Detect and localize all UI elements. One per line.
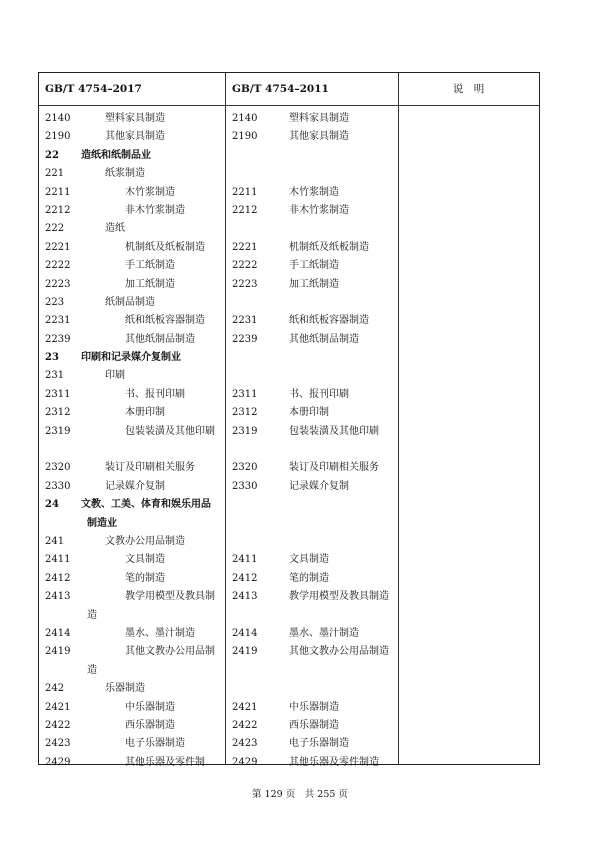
table-row [39, 331, 539, 349]
code-2017: 2320 [45, 462, 71, 474]
table-row [39, 533, 539, 551]
name-2017: 中乐器制造 [125, 701, 175, 713]
code-2017: 2411 [45, 554, 71, 566]
name-2017: 乐器制造 [105, 683, 145, 695]
name-2017: 纸制品制造 [105, 296, 155, 308]
code-2017: 242 [45, 683, 65, 695]
footer-text-mid: 页 共 [285, 789, 315, 800]
code-2011: 2429 [232, 756, 258, 768]
code-2011: 2412 [232, 572, 258, 584]
name-2011: 装订及印刷相关服务 [289, 462, 379, 474]
code-2017: 2211 [45, 186, 71, 198]
name-2017: 记录媒介复制 [105, 480, 165, 492]
total-pages: 255 [317, 789, 336, 800]
name-2017: 文教办公用品制造 [105, 536, 185, 548]
table-row [39, 239, 539, 257]
table-row [39, 735, 539, 753]
code-2011: 2423 [232, 738, 258, 750]
name-2017: 墨水、墨汁制造 [125, 627, 195, 639]
table-row [39, 184, 539, 202]
code-2017: 241 [45, 536, 65, 548]
table-row [39, 128, 539, 146]
table-row [39, 367, 539, 385]
code-2017: 2231 [45, 315, 71, 327]
name-2017: 印刷和记录媒介复制业 [81, 352, 181, 364]
code-2011: 2414 [232, 627, 258, 639]
name-2011: 其他文教办公用品制造 [289, 646, 389, 658]
name-2017: 其他纸制品制造 [125, 333, 195, 345]
table-row [39, 643, 539, 680]
code-2011: 2413 [232, 591, 258, 603]
code-2017: 2423 [45, 738, 71, 750]
table-row [39, 147, 539, 165]
code-2017: 2190 [45, 131, 71, 143]
name-2011: 教学用模型及教具制造 [289, 591, 389, 603]
name-2011: 电子乐器制造 [289, 738, 349, 750]
name-2017: 纸浆制造 [105, 168, 145, 180]
name-2011: 机制纸及纸板制造 [289, 241, 369, 253]
code-2011: 2330 [232, 480, 258, 492]
code-2017: 2312 [45, 407, 71, 419]
name-2011: 书、报刊印刷 [289, 388, 349, 400]
code-2017: 2421 [45, 701, 71, 713]
code-2011: 2239 [232, 333, 258, 345]
code-2017: 2221 [45, 241, 71, 253]
name-2011: 非木竹浆制造 [289, 204, 349, 216]
footer-text-after: 页 [338, 789, 348, 800]
table-row [39, 680, 539, 698]
name-2011: 墨水、墨汁制造 [289, 627, 359, 639]
table-row [39, 165, 539, 183]
name-2017: 加工纸制造 [125, 278, 175, 290]
code-2011: 2319 [232, 425, 258, 437]
name-2011: 木竹浆制造 [289, 186, 339, 198]
name-2017: 装订及印刷相关服务 [105, 462, 195, 474]
code-2011: 2222 [232, 260, 258, 272]
code-2017: 2414 [45, 627, 71, 639]
name-2011: 塑料家具制造 [289, 113, 349, 124]
name-2017: 文具制造 [125, 554, 165, 566]
code-2017: 2429 [45, 756, 71, 768]
name-2011: 西乐器制造 [289, 719, 339, 731]
name-2017: 电子乐器制造 [125, 738, 185, 750]
code-2011: 2140 [232, 113, 258, 124]
code-2017: 2140 [45, 113, 71, 124]
header-divider [39, 105, 539, 106]
code-2017: 2422 [45, 719, 71, 731]
code-2017: 23 [45, 352, 59, 364]
name-2011: 其他乐器及零件制造 [289, 756, 379, 768]
page-number: 129 [264, 789, 283, 800]
header-gb2017: GB/T 4754–2017 [45, 83, 142, 95]
table-row [39, 312, 539, 330]
table-row [39, 423, 539, 460]
name-2017: 书、报刊印刷 [125, 388, 185, 400]
table-row [39, 202, 539, 220]
code-2017: 2223 [45, 278, 71, 290]
header-note: 说 明 [452, 83, 485, 95]
code-2017: 221 [45, 168, 65, 180]
code-2017: 2222 [45, 260, 71, 272]
name-2017: 造纸 [105, 223, 125, 235]
page-footer [0, 786, 600, 800]
code-2011: 2422 [232, 719, 258, 731]
table-row [39, 276, 539, 294]
table-row [39, 110, 539, 128]
code-2017: 2330 [45, 480, 71, 492]
name-2017: 机制纸及纸板制造 [125, 241, 205, 253]
code-2011: 2231 [232, 315, 258, 327]
code-2017: 231 [45, 370, 65, 382]
name-2017: 非木竹浆制造 [125, 204, 185, 216]
code-2011: 2421 [232, 701, 258, 713]
code-2017: 2412 [45, 572, 71, 584]
name-2017: 塑料家具制造 [105, 113, 165, 124]
code-2017: 2413 [45, 591, 71, 603]
table-row [39, 386, 539, 404]
table-row [39, 459, 539, 477]
name-2011: 手工纸制造 [289, 260, 339, 272]
name-2011: 文具制造 [289, 554, 329, 566]
name-2017: 手工纸制造 [125, 260, 175, 272]
code-2011: 2190 [232, 131, 258, 143]
code-2017: 222 [45, 223, 65, 235]
table-row [39, 625, 539, 643]
name-2017: 包装装潢及其他印刷 [125, 425, 215, 437]
table-row [39, 404, 539, 422]
code-2017: 2419 [45, 646, 71, 658]
code-2017: 2319 [45, 425, 71, 437]
code-2011: 2320 [232, 462, 258, 474]
name-2011: 中乐器制造 [289, 701, 339, 713]
code-2017: 2311 [45, 388, 71, 400]
name-2017: 文教、工美、体育和娱乐用品制造业 [81, 499, 211, 529]
name-2011: 记录媒介复制 [289, 480, 349, 492]
table-row [39, 717, 539, 735]
table-row [39, 588, 539, 625]
footer-text-before: 第 [252, 789, 262, 800]
comparison-table [38, 72, 540, 768]
name-2011: 笔的制造 [289, 572, 329, 584]
table-row [39, 220, 539, 238]
code-2011: 2311 [232, 388, 258, 400]
name-2017: 其他家具制造 [105, 131, 165, 143]
table-row [39, 478, 539, 496]
code-2017: 22 [45, 149, 59, 161]
code-2011: 2212 [232, 204, 258, 216]
name-2017: 西乐器制造 [125, 719, 175, 731]
code-2011: 2411 [232, 554, 258, 566]
name-2011: 其他纸制品制造 [289, 333, 359, 345]
name-2011: 包装装潢及其他印刷 [289, 425, 379, 437]
table-row [39, 496, 539, 533]
name-2011: 本册印制 [289, 407, 329, 419]
name-2011: 加工纸制造 [289, 278, 339, 290]
name-2017: 其他文教办公用品制造 [87, 646, 215, 676]
table-row [39, 349, 539, 367]
code-2017: 2239 [45, 333, 71, 345]
table-row [39, 294, 539, 312]
code-2011: 2312 [232, 407, 258, 419]
name-2017: 造纸和纸制品业 [81, 149, 151, 161]
table-row [39, 257, 539, 275]
table-body [39, 110, 539, 772]
code-2011: 2223 [232, 278, 258, 290]
name-2017: 笔的制造 [125, 572, 165, 584]
code-2011: 2221 [232, 241, 258, 253]
name-2017: 纸和纸板容器制造 [125, 315, 205, 327]
name-2017: 其他乐器及零件制 [125, 756, 205, 768]
code-2017: 223 [45, 296, 65, 308]
table-row [39, 754, 539, 772]
table-row [39, 551, 539, 569]
name-2017: 印刷 [105, 370, 125, 382]
code-2011: 2211 [232, 186, 258, 198]
code-2017: 2212 [45, 204, 71, 216]
header-gb2011: GB/T 4754–2011 [232, 83, 329, 95]
code-2011: 2419 [232, 646, 258, 658]
name-2011: 其他家具制造 [289, 131, 349, 143]
table-row [39, 570, 539, 588]
table-row [39, 699, 539, 717]
name-2017: 教学用模型及教具制造 [87, 591, 215, 621]
name-2017: 木竹浆制造 [125, 186, 175, 198]
code-2017: 24 [45, 499, 59, 511]
name-2011: 纸和纸板容器制造 [289, 315, 369, 327]
name-2017: 本册印制 [125, 407, 165, 419]
